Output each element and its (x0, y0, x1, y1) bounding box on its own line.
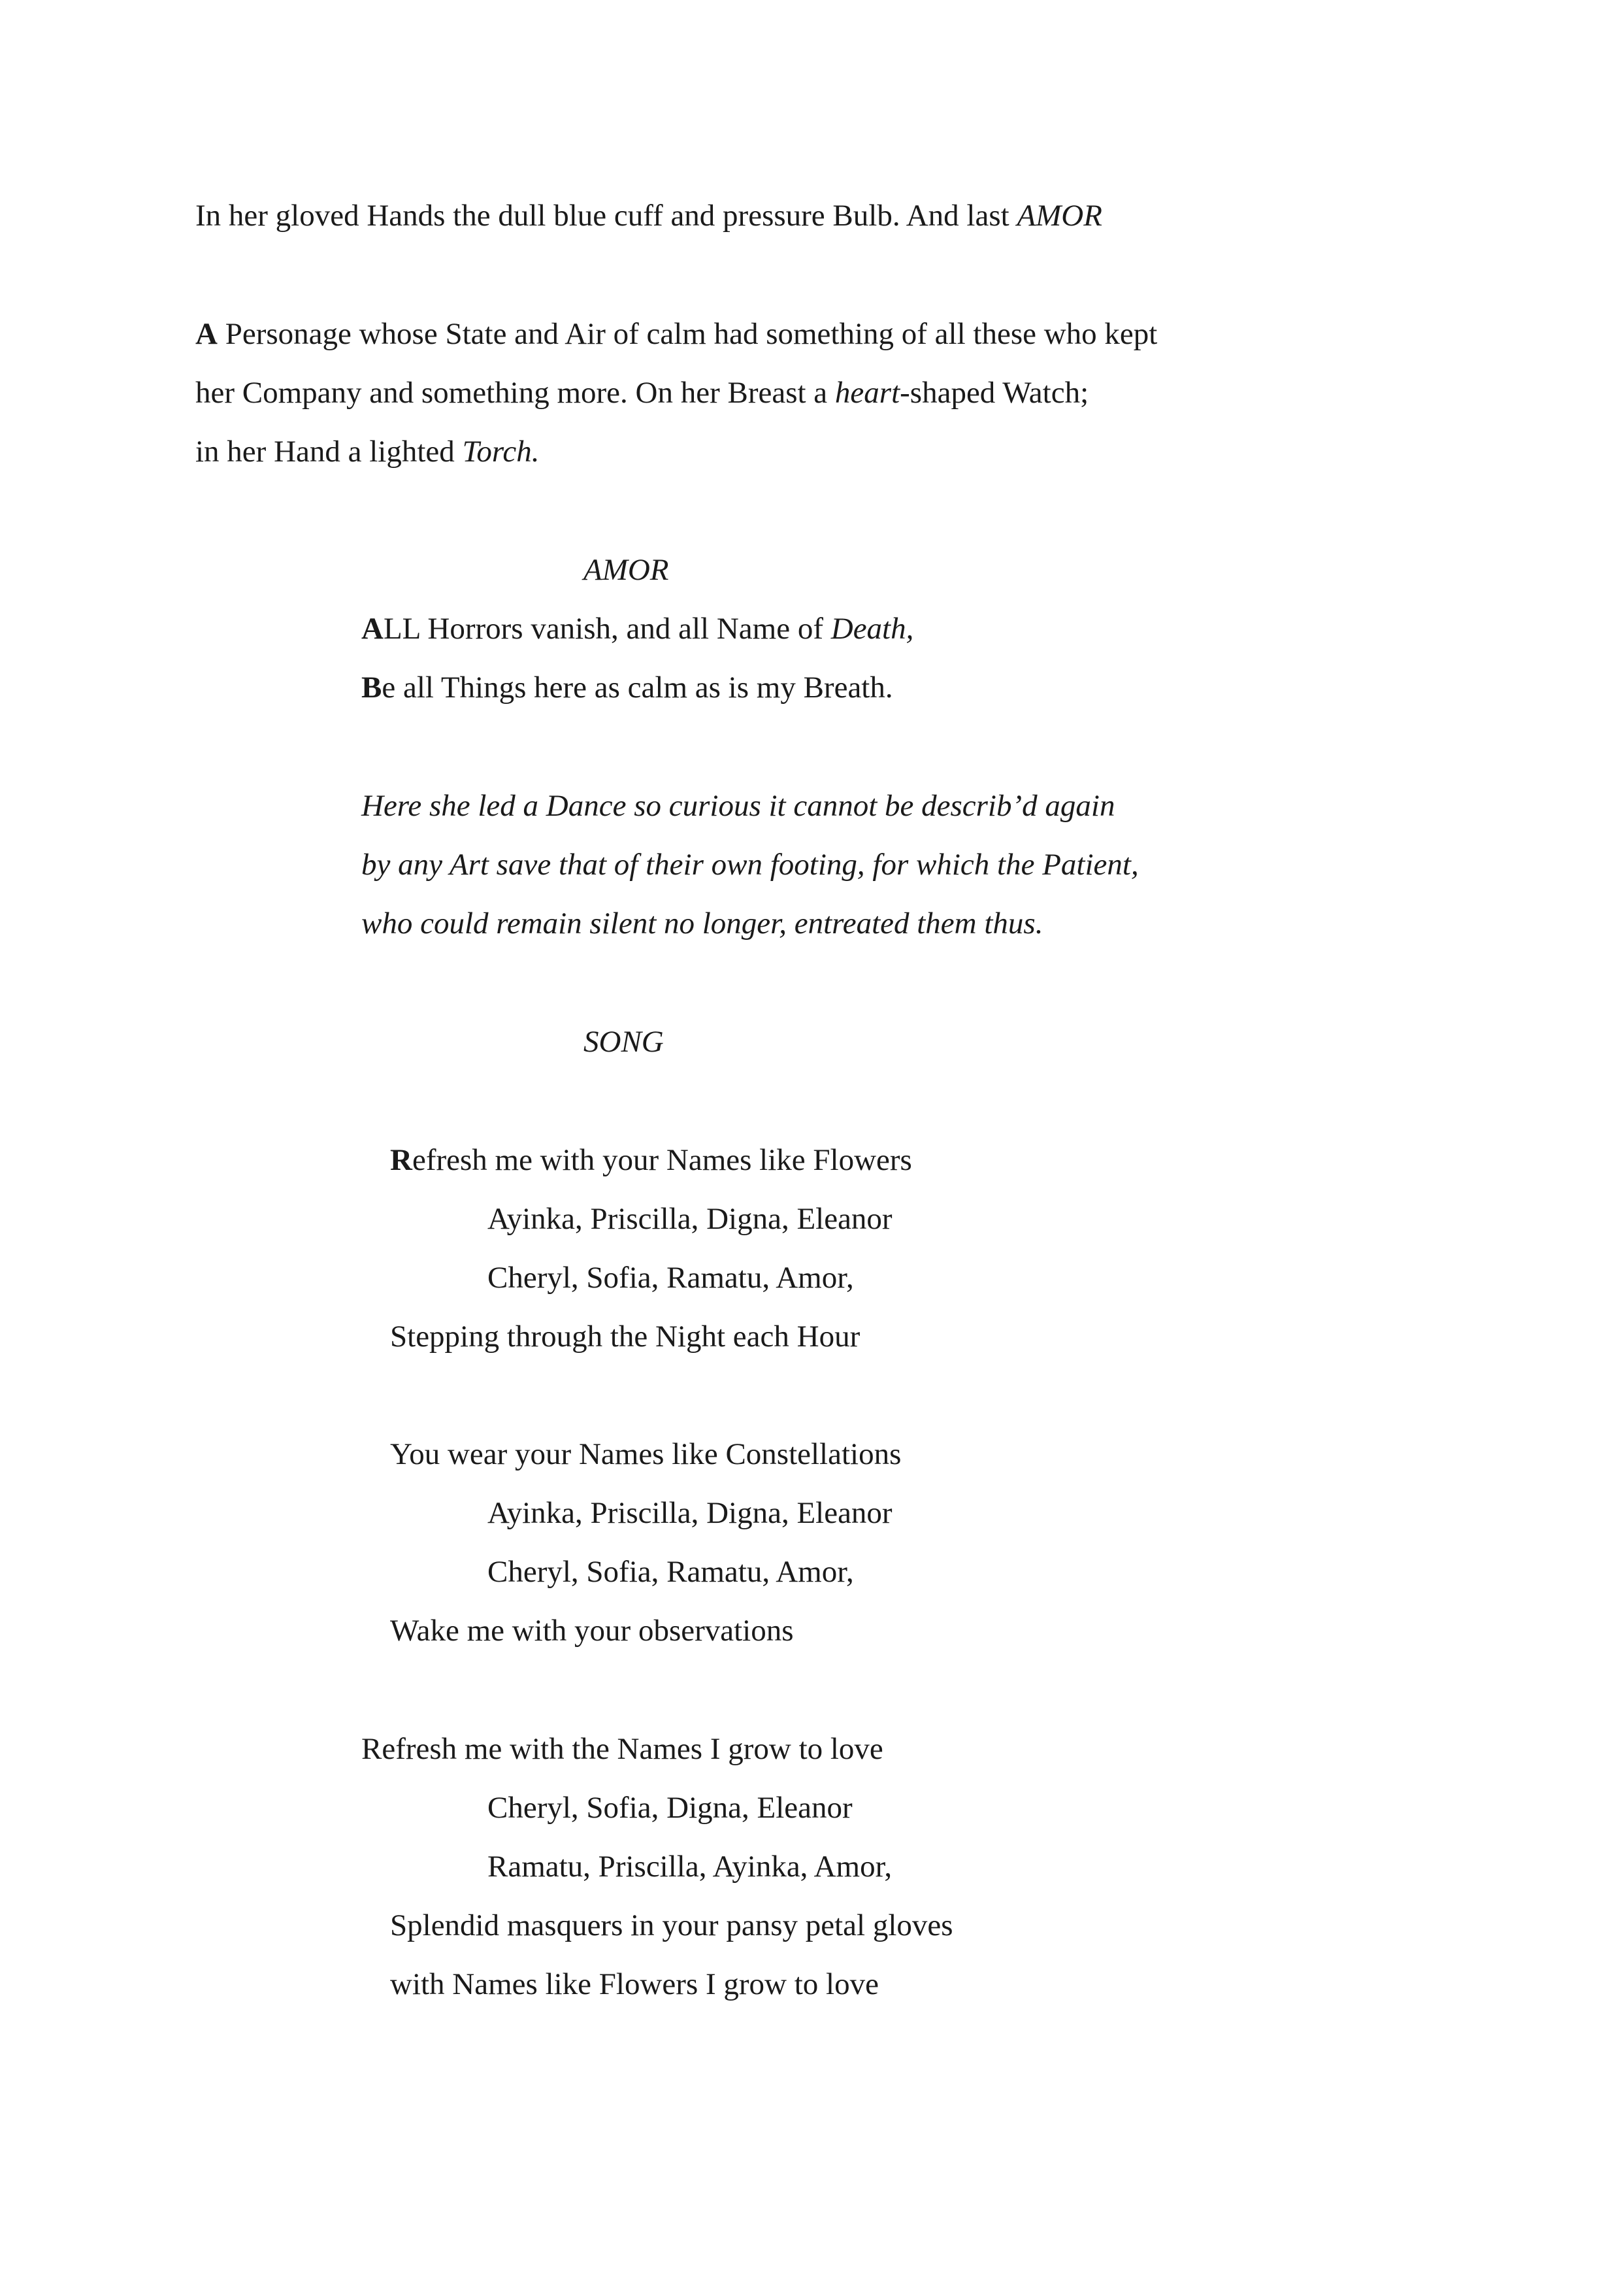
song-stanza-3-line-4: Splendid masquers in your pansy petal gloves (390, 1908, 953, 1942)
amor-verse-line-1 (361, 609, 913, 648)
song-stanza-1-line-2: Ayinka, Priscilla, Digna, Eleanor (487, 1202, 893, 1236)
amor-verse-line-1-death: Death, (830, 612, 914, 646)
song-stanza-2-line-1: You wear your Names like Constellations (390, 1437, 902, 1471)
song-stanza-2-line-3: Cheryl, Sofia, Ramatu, Amor, (487, 1555, 854, 1589)
amor-verse-line-1-initial: A (361, 612, 384, 646)
amor-verse-line-1-rest: LL Horrors vanish, and all Name of (383, 612, 831, 646)
song-stanza-2-line-4: Wake me with your observations (390, 1614, 794, 1648)
amor-speaker-heading: AMOR (583, 553, 669, 587)
intro-line-3 (195, 373, 1089, 412)
intro-line-3-after: -shaped Watch; (900, 376, 1089, 410)
stage-direction-line-2: by any Art save that of their own footing, for which the Patient, (361, 848, 1139, 882)
intro-line-3-heart: heart (834, 376, 900, 410)
amor-verse-line-2-rest: e all Things here as calm as is my Breath. (382, 671, 893, 705)
intro-line-4 (195, 432, 540, 471)
intro-line-4-torch: Torch. (462, 435, 540, 469)
song-stanza-3-line-3: Ramatu, Priscilla, Ayinka, Amor, (487, 1850, 893, 1884)
song-stanza-1-initial: R (390, 1143, 412, 1177)
song-stanza-1-line-3: Cheryl, Sofia, Ramatu, Amor, (487, 1261, 854, 1295)
intro-line-1-amor: AMOR (1017, 199, 1102, 233)
intro-line-1 (195, 196, 1102, 235)
intro-line-1-text: In her gloved Hands the dull blue cuff and pressure Bulb. And last (195, 199, 1017, 233)
intro-line-2-initial: A (195, 317, 218, 351)
amor-verse-line-2-initial: B (361, 671, 382, 705)
intro-line-4-before: in her Hand a lighted (195, 435, 463, 469)
song-title: SONG (583, 1025, 664, 1059)
song-stanza-1-line-4: Stepping through the Night each Hour (390, 1320, 861, 1354)
song-stanza-1-line-1 (390, 1140, 912, 1180)
song-stanza-2-line-2: Ayinka, Priscilla, Digna, Eleanor (487, 1496, 893, 1530)
intro-line-2-rest: Personage whose State and Air of calm had something of all these who kept (217, 317, 1158, 351)
stage-direction-line-1: Here she led a Dance so curious it cannot be describ’d again (361, 789, 1115, 823)
song-stanza-3-line-5: with Names like Flowers I grow to love (390, 1967, 879, 2001)
song-stanza-3-line-2: Cheryl, Sofia, Digna, Eleanor (487, 1791, 853, 1825)
amor-verse-line-2 (361, 668, 893, 707)
song-stanza-1-line-1-rest: efresh me with your Names like Flowers (412, 1143, 912, 1177)
intro-line-3-before: her Company and something more. On her Breast a (195, 376, 835, 410)
intro-line-2 (195, 314, 1157, 354)
stage-direction-line-3: who could remain silent no longer, entreated them thus. (361, 907, 1043, 940)
song-stanza-3-line-1: Refresh me with the Names I grow to love (361, 1732, 883, 1766)
